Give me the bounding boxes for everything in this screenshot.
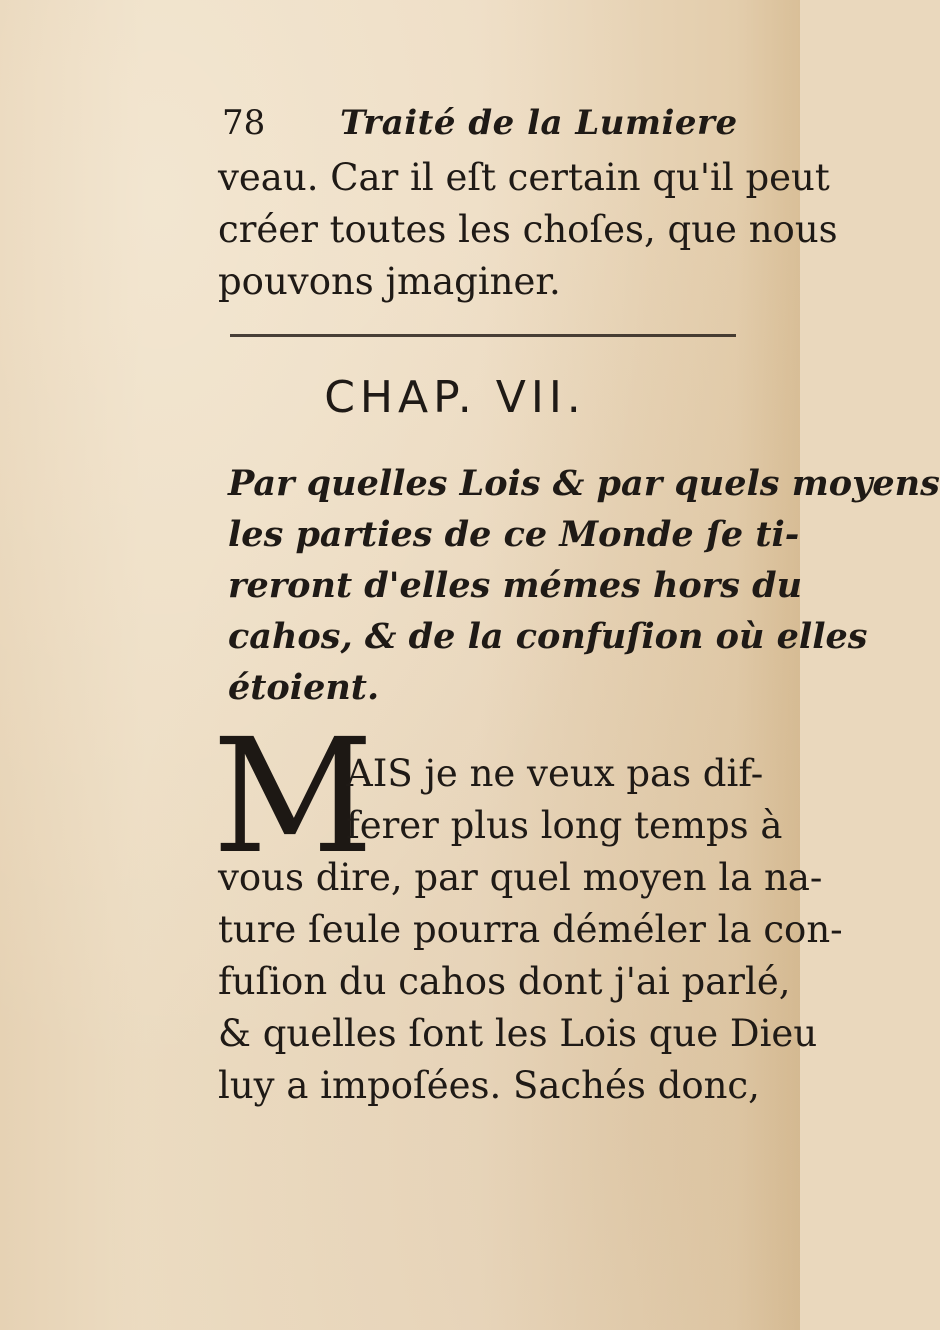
text-line: veau. Car il eſt certain qu'il peut bbox=[218, 156, 830, 199]
chapter-heading: CHAP. VII. bbox=[324, 372, 586, 423]
summary-line: les parties de ce Monde ſe ti- bbox=[228, 514, 800, 555]
drop-cap: M bbox=[212, 705, 374, 889]
text-line: pouvons jmaginer. bbox=[218, 260, 561, 303]
text-line: vous dire, par quel moyen la na- bbox=[218, 856, 823, 899]
summary-line: reront d'elles mémes hors du bbox=[228, 565, 803, 606]
chapter-divider-rule bbox=[230, 334, 736, 337]
text-line: luy a impoſées. Sachés donc, bbox=[218, 1064, 760, 1107]
paragraph-body bbox=[218, 852, 843, 1112]
text-line: ferer plus long temps à bbox=[346, 804, 783, 847]
summary-line: Par quelles Lois & par quels moyens bbox=[228, 463, 940, 504]
summary-line: cahos, & de la confuſion où elles bbox=[228, 616, 868, 657]
text-line: créer toutes les choſes, que nous bbox=[218, 208, 838, 251]
summary-line: étoient. bbox=[228, 667, 380, 708]
chapter-summary bbox=[228, 458, 940, 713]
page-number: 78 bbox=[222, 103, 266, 143]
text-line: fuſion du cahos dont j'ai parlé, bbox=[218, 960, 791, 1003]
running-title: Traité de la Lumiere bbox=[340, 103, 738, 143]
text-line: AIS je ne veux pas dif- bbox=[346, 752, 764, 795]
continuation-text bbox=[218, 152, 838, 308]
text-line: ture ſeule pourra déméler la con- bbox=[218, 908, 843, 951]
paragraph-opening bbox=[346, 748, 783, 852]
page-header bbox=[222, 100, 762, 146]
text-line: & quelles ſont les Lois que Dieu bbox=[218, 1012, 818, 1055]
